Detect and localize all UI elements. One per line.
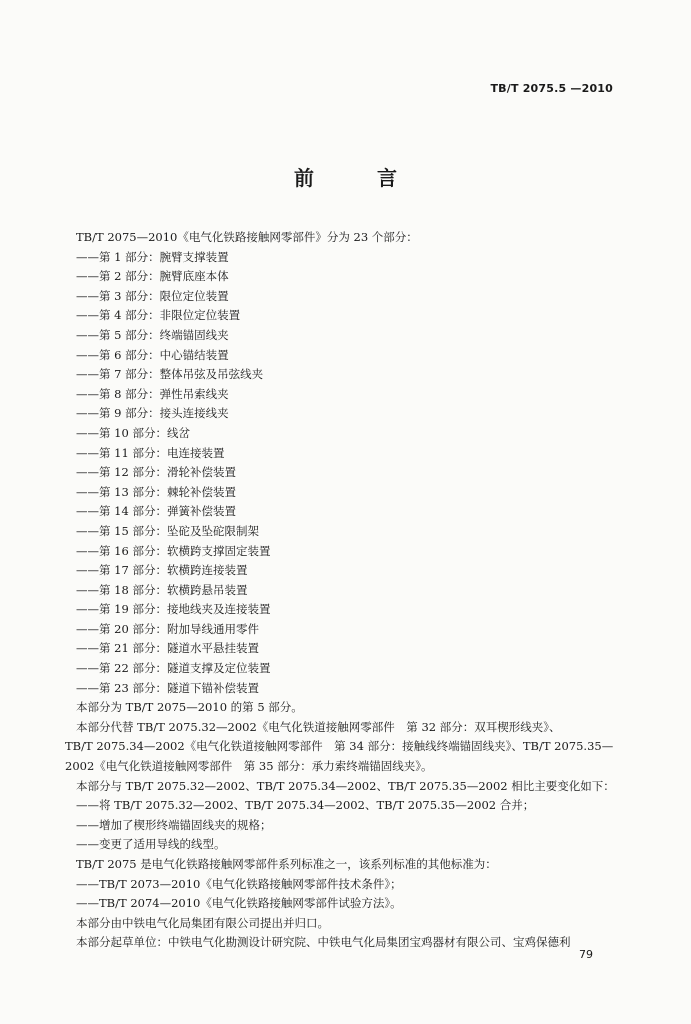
list-item: ——第 22 部分：隧道支撑及定位装置 xyxy=(76,661,271,676)
list-item: ——第 3 部分：限位定位装置 xyxy=(76,288,229,303)
list-item: ——第 12 部分：滑轮补偿装置 xyxy=(76,465,236,480)
list-item: ——第 9 部分：接头连接线夹 xyxy=(76,406,229,421)
list-item: ——第 8 部分：弹性吊索线夹 xyxy=(76,386,229,401)
list-item: ——第 15 部分：坠砣及坠砣限制架 xyxy=(76,523,259,538)
list-item: ——TB/T 2073—2010《电气化铁路接触网零部件技术条件》； xyxy=(76,876,402,891)
drafters-statement: 本部分起草单位：中铁电气化勘测设计研究院、中铁电气化局集团宝鸡器材有限公司、宝鸡保德利 xyxy=(76,935,571,950)
list-item: ——将 TB/T 2075.32—2002、TB/T 2075.34—2002、TB/T 2075.35—2002 合并； xyxy=(76,798,535,813)
list-item: ——第 2 部分：腕臂底座本体 xyxy=(76,269,229,284)
list-item: ——第 23 部分：隧道下锚补偿装置 xyxy=(76,680,259,695)
proposer-statement: 本部分由中铁电气化局集团有限公司提出并归口。 xyxy=(76,915,329,930)
replaces-line-1: 本部分代替 TB/T 2075.32—2002《电气化铁道接触网零部件 第 32 部分：双耳楔形线夹》、 xyxy=(76,719,561,734)
list-item: ——第 4 部分：非限位定位装置 xyxy=(76,308,241,323)
list-item: ——第 11 部分：电连接装置 xyxy=(76,445,225,460)
replaces-line-2: TB/T 2075.34—2002《电气化铁道接触网零部件 第 34 部分：接触线终端锚固线夹》、TB/T 2075.35— xyxy=(65,739,614,754)
list-item: ——第 10 部分：线岔 xyxy=(76,425,190,440)
changes-intro: 本部分与 TB/T 2075.32—2002、TB/T 2075.34—2002、TB/T 2075.35—2002 相比主要变化如下： xyxy=(76,778,615,793)
standard-code-header: TB/T 2075.5 —2010 xyxy=(490,82,613,95)
list-item: ——第 14 部分：弹簧补偿装置 xyxy=(76,504,236,519)
series-intro: TB/T 2075 是电气化铁路接触网零部件系列标准之一，该系列标准的其他标准为： xyxy=(76,857,497,871)
list-item: ——增加了楔形终端锚固线夹的规格； xyxy=(76,817,272,832)
list-item: ——第 16 部分：软横跨支撑固定装置 xyxy=(76,543,271,558)
page-number: 79 xyxy=(579,948,593,961)
list-item: ——第 13 部分：棘轮补偿装置 xyxy=(76,484,236,499)
replaces-line-3: 2002《电气化铁道接触网零部件 第 35 部分：承力索终端锚固线夹》。 xyxy=(65,759,433,774)
parts-list xyxy=(76,248,616,699)
part-statement: 本部分为 TB/T 2075—2010 的第 5 部分。 xyxy=(76,700,303,715)
intro-paragraph: TB/T 2075—2010《电气化铁路接触网零部件》分为 23 个部分： xyxy=(76,230,418,244)
list-item: ——TB/T 2074—2010《电气化铁路接触网零部件试验方法》。 xyxy=(76,896,402,911)
list-item: ——第 6 部分：中心锚结装置 xyxy=(76,347,229,362)
list-item: ——变更了适用导线的线型。 xyxy=(76,837,226,852)
list-item: ——第 19 部分：接地线夹及连接装置 xyxy=(76,602,271,617)
list-item: ——第 20 部分：附加导线通用零件 xyxy=(76,621,259,636)
list-item: ——第 21 部分：隧道水平悬挂装置 xyxy=(76,641,259,656)
list-item: ——第 1 部分：腕臂支撑装置 xyxy=(76,249,229,264)
list-item: ——第 7 部分：整体吊弦及吊弦线夹 xyxy=(76,367,264,382)
document-body xyxy=(65,228,616,953)
list-item: ——第 17 部分：软横跨连接装置 xyxy=(76,563,248,578)
page-title: 前 言 xyxy=(294,166,425,190)
list-item: ——第 18 部分：软横跨悬吊装置 xyxy=(76,582,248,597)
list-item: ——第 5 部分：终端锚固线夹 xyxy=(76,327,229,342)
